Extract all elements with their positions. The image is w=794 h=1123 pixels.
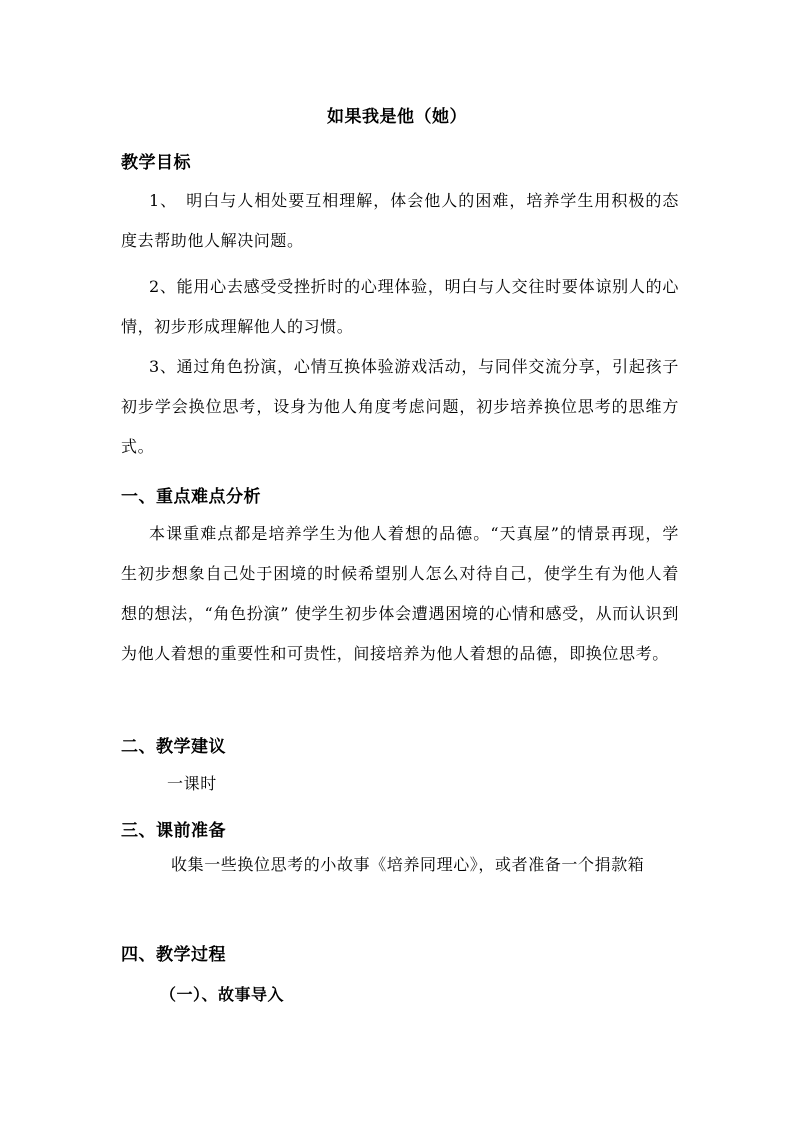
goal-3-paragraph: 3、通过角色扮演，心情互换体验游戏活动，与同伴交流分享，引起孩子初步学会换位思考，设身为他人角度考虑问题，初步培养换位思考的思维方式。 <box>121 357 679 456</box>
goal-2-paragraph: 2、能用心去感受受挫折时的心理体验，明白与人交往时要体谅别人的心情，初步形成理解他人的习惯。 <box>121 277 679 336</box>
section-1-heading: 一、重点难点分析 <box>121 487 261 507</box>
section-3-heading: 三、课前准备 <box>121 821 226 841</box>
goals-heading: 教学目标 <box>121 153 191 173</box>
document-title: 如果我是他（她） <box>327 107 467 127</box>
section-2-paragraph: 一课时 <box>167 774 217 793</box>
section-1-paragraph: 本课重难点都是培养学生为他人着想的品德。“天真屋”的情景再现，学生初步想象自己处于困境的时候希望别人怎么对待自己，使学生有为他人着想的想法，“角色扮演” 使学生初步体会遭遇困境的心情和感受，从而认识到为他人着想的重要性和可贵性，间接培养为他人着想的品德，即换位思考。 <box>121 524 679 663</box>
section-2-heading: 二、教学建议 <box>121 737 226 757</box>
section-3-paragraph: 收集一些换位思考的小故事《培养同理心》，或者准备一个捐款箱 <box>171 855 645 874</box>
section-4-heading: 四、教学过程 <box>121 945 226 965</box>
goal-1-paragraph: 1、 明白与人相处要互相理解，体会他人的困难，培养学生用积极的态度去帮助他人解决问题。 <box>121 191 679 250</box>
section-4-subheading: （一）、故事导入 <box>160 985 285 1004</box>
